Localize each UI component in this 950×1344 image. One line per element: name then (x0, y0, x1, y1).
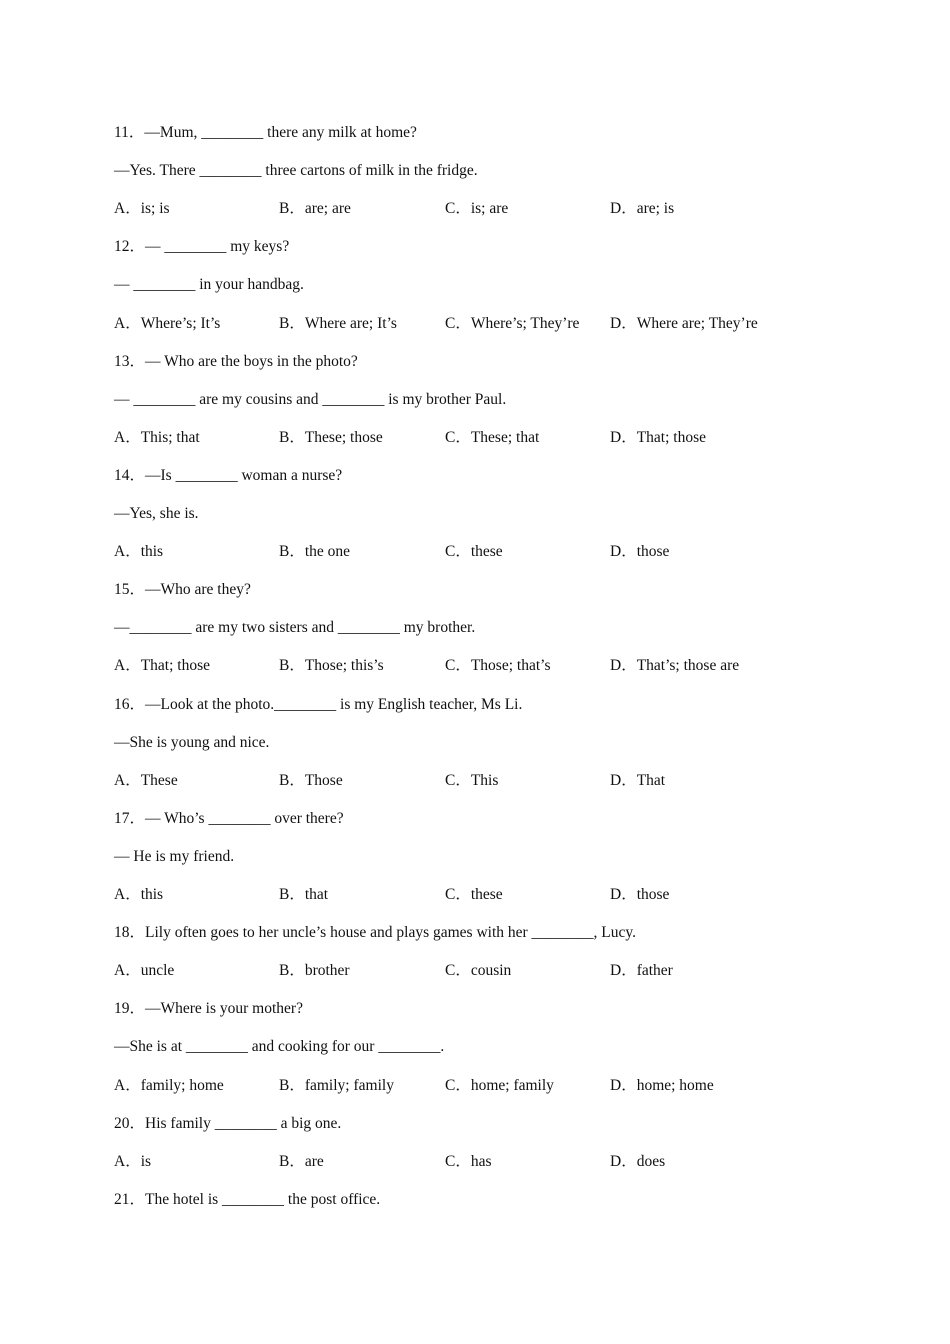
option-c: C．is; are (445, 200, 509, 218)
option-d: D．Where are; They’re (610, 314, 758, 332)
question-stem: 15．—Who are they? (114, 581, 251, 599)
question-stem: 17．— Who’s ________ over there? (114, 809, 344, 827)
question-line: — He is my friend. (114, 847, 235, 865)
option-a: A．is (114, 1152, 152, 1170)
question-stem: 19．—Where is your mother? (114, 1000, 303, 1018)
option-a: A．Where’s; It’s (114, 314, 221, 332)
option-a: A．this (114, 543, 164, 561)
option-a: A．These (114, 771, 178, 789)
option-d: D．That (610, 771, 666, 789)
question-line: — ________ in your handbag. (114, 276, 304, 294)
question-stem: 16．—Look at the photo.________ is my English teacher, Ms Li. (114, 695, 523, 713)
question-stem: 11．—Mum, ________ there any milk at home? (114, 124, 417, 141)
option-d: D．home; home (610, 1076, 714, 1094)
question-stem: 14．—Is ________ woman a nurse? (114, 466, 343, 484)
option-c: C．This (445, 771, 499, 789)
option-b: B．Those; this’s (279, 657, 384, 675)
option-c: C．Where’s; They’re (445, 314, 580, 332)
option-c: C．these (445, 886, 503, 903)
option-d: D．That’s; those are (610, 657, 740, 675)
question-stem: 21．The hotel is ________ the post office. (114, 1190, 381, 1208)
option-d: D．father (610, 962, 673, 980)
option-a: A．That; those (114, 657, 210, 675)
option-a: A．This; that (114, 428, 200, 446)
option-d: D．That; those (610, 428, 706, 446)
answer-options (114, 1143, 874, 1181)
option-d: D．are; is (610, 200, 675, 218)
answer-options (114, 647, 874, 685)
question-line: —She is young and nice. (114, 733, 270, 751)
option-c: C．These; that (445, 428, 540, 446)
option-a: A．uncle (114, 962, 175, 980)
answer-options (114, 762, 874, 800)
option-b: B．the one (279, 543, 351, 561)
question-stem: 12．— ________ my keys? (114, 238, 290, 256)
option-d: D．does (610, 1152, 666, 1170)
answer-options (114, 952, 874, 990)
answer-options (114, 533, 874, 571)
option-a: A．this (114, 886, 164, 903)
question-line: — ________ are my cousins and ________ is my brother Paul. (114, 390, 507, 408)
question-stem: 20．His family ________ a big one. (114, 1114, 342, 1132)
question-stem: 18．Lily often goes to her uncle’s house and plays games with her ________, Lucy. (114, 924, 637, 942)
option-b: B．family; family (279, 1076, 394, 1094)
option-c: C．home; family (445, 1076, 554, 1094)
question-line: —She is at ________ and cooking for our ________. (114, 1038, 445, 1056)
option-b: B．brother (279, 962, 350, 980)
answer-options (114, 419, 874, 457)
question-stem: 13．— Who are the boys in the photo? (114, 352, 358, 370)
answer-options (114, 1067, 874, 1105)
option-c: C．has (445, 1152, 492, 1170)
option-b: B．Where are; It’s (279, 314, 397, 332)
option-b: B．are; are (279, 200, 351, 218)
option-c: C．Those; that’s (445, 657, 551, 675)
option-b: B．These; those (279, 428, 383, 446)
option-c: C．cousin (445, 962, 512, 980)
question-line: —Yes. There ________ three cartons of milk in the fridge. (114, 162, 478, 180)
option-b: B．that (279, 886, 329, 903)
option-a: A．is; is (114, 200, 170, 218)
answer-options (114, 305, 874, 343)
option-d: D．those (610, 543, 670, 561)
answer-options (114, 190, 874, 228)
option-a: A．family; home (114, 1076, 224, 1094)
answer-options (114, 876, 874, 914)
option-d: D．those (610, 886, 670, 903)
question-line: —Yes, she is. (114, 505, 199, 522)
question-line: —________ are my two sisters and ________ my brother. (114, 619, 476, 637)
option-b: B．Those (279, 771, 343, 789)
option-b: B．are (279, 1152, 324, 1170)
option-c: C．these (445, 543, 503, 561)
